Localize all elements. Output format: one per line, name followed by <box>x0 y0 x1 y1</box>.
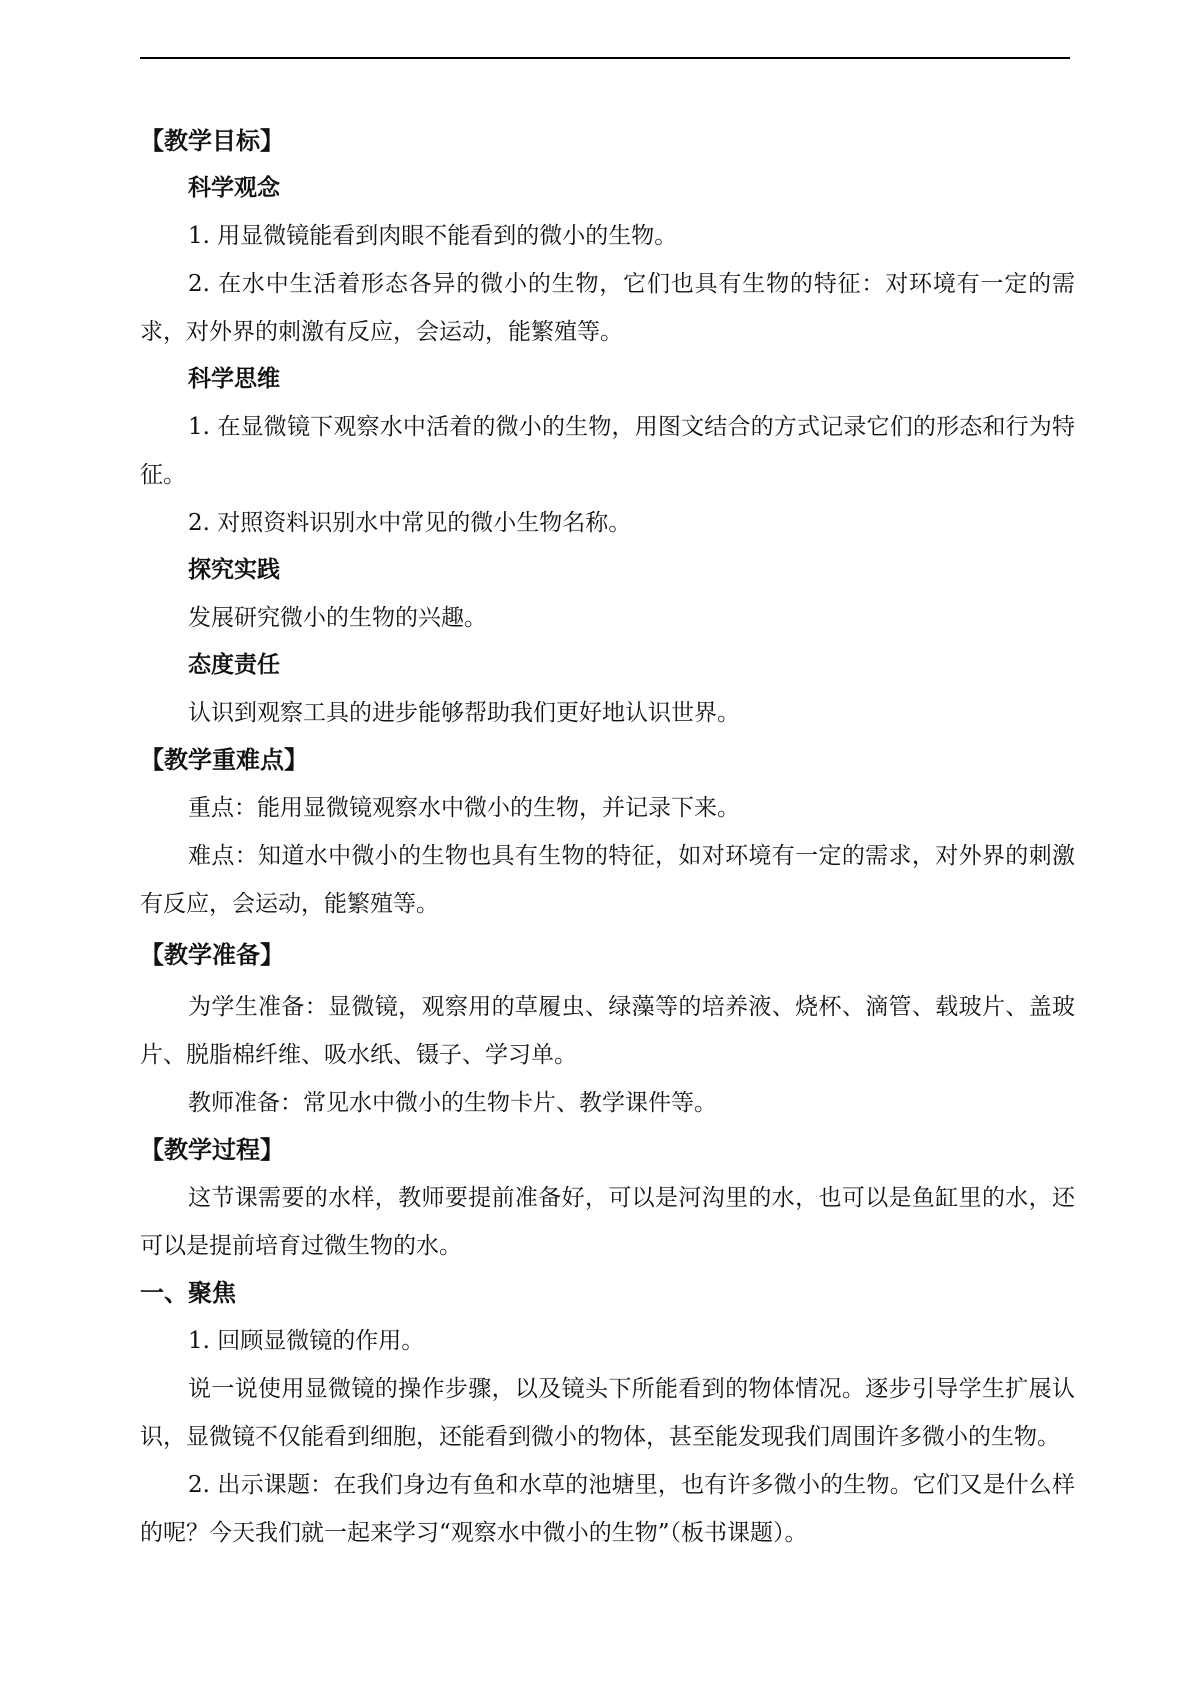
process-step-2: 2. 出示课题：在我们身边有鱼和水草的池塘里，也有许多微小的生物。它们又是什么样的呢？今天我们就一起来学习“观察水中微小的生物”（板书课题）。 <box>140 1472 1075 1546</box>
concept-item-1: 1. 用显微镜能看到肉眼不能看到的微小的生物。 <box>188 223 678 249</box>
thinking-item-2: 2. 对照资料识别水中常见的微小生物名称。 <box>188 510 632 536</box>
preparation-teacher: 教师准备：常见水中微小的生物卡片、教学课件等。 <box>188 1090 717 1116</box>
key-point-difficulty: 难点：知道水中微小的生物也具有生物的特征，如对环境有一定的需求，对外界的刺激有反应，会运动，能繁殖等。 <box>140 843 1075 917</box>
process-step-1-detail: 说一说使用显微镜的操作步骤，以及镜头下所能看到的物体情况。逐步引导学生扩展认识，显微镜不仅能看到细胞，还能看到微小的物体，甚至能发现我们周围许多微小的生物。 <box>140 1376 1075 1450</box>
heading-key-points: 【教学重难点】 <box>140 746 308 774</box>
subheading-science-thinking: 科学思维 <box>188 366 280 392</box>
subheading-science-concept: 科学观念 <box>188 175 280 201</box>
heading-teaching-process: 【教学过程】 <box>140 1136 284 1164</box>
header-rule <box>140 57 1070 59</box>
process-intro: 这节课需要的水样，教师要提前准备好，可以是河沟里的水，也可以是鱼缸里的水，还可以是提前培育过微生物的水。 <box>140 1185 1075 1259</box>
concept-item-2: 2. 在水中生活着形态各异的微小的生物，它们也具有生物的特征：对环境有一定的需求，对外界的刺激有反应，会运动，能繁殖等。 <box>140 271 1075 345</box>
subheading-attitude-responsibility: 态度责任 <box>188 652 280 678</box>
heading-part-focus: 一、聚焦 <box>140 1279 236 1307</box>
thinking-item-1: 1. 在显微镜下观察水中活着的微小的生物，用图文结合的方式记录它们的形态和行为特征。 <box>140 414 1075 488</box>
attitude-text: 认识到观察工具的进步能够帮助我们更好地认识世界。 <box>188 700 740 726</box>
key-point-focus: 重点：能用显微镜观察水中微小的生物，并记录下来。 <box>188 795 740 821</box>
document-body <box>140 118 1075 1557</box>
process-step-1: 1. 回顾显微镜的作用。 <box>188 1328 425 1354</box>
heading-preparation: 【教学准备】 <box>140 941 284 969</box>
preparation-students: 为学生准备：显微镜，观察用的草履虫、绿藻等的培养液、烧杯、滴管、载玻片、盖玻片、脱脂棉纤维、吸水纸、镊子、学习单。 <box>140 994 1075 1068</box>
subheading-inquiry-practice: 探究实践 <box>188 557 280 583</box>
heading-teaching-goals: 【教学目标】 <box>140 127 284 155</box>
practice-text: 发展研究微小的生物的兴趣。 <box>188 605 487 631</box>
